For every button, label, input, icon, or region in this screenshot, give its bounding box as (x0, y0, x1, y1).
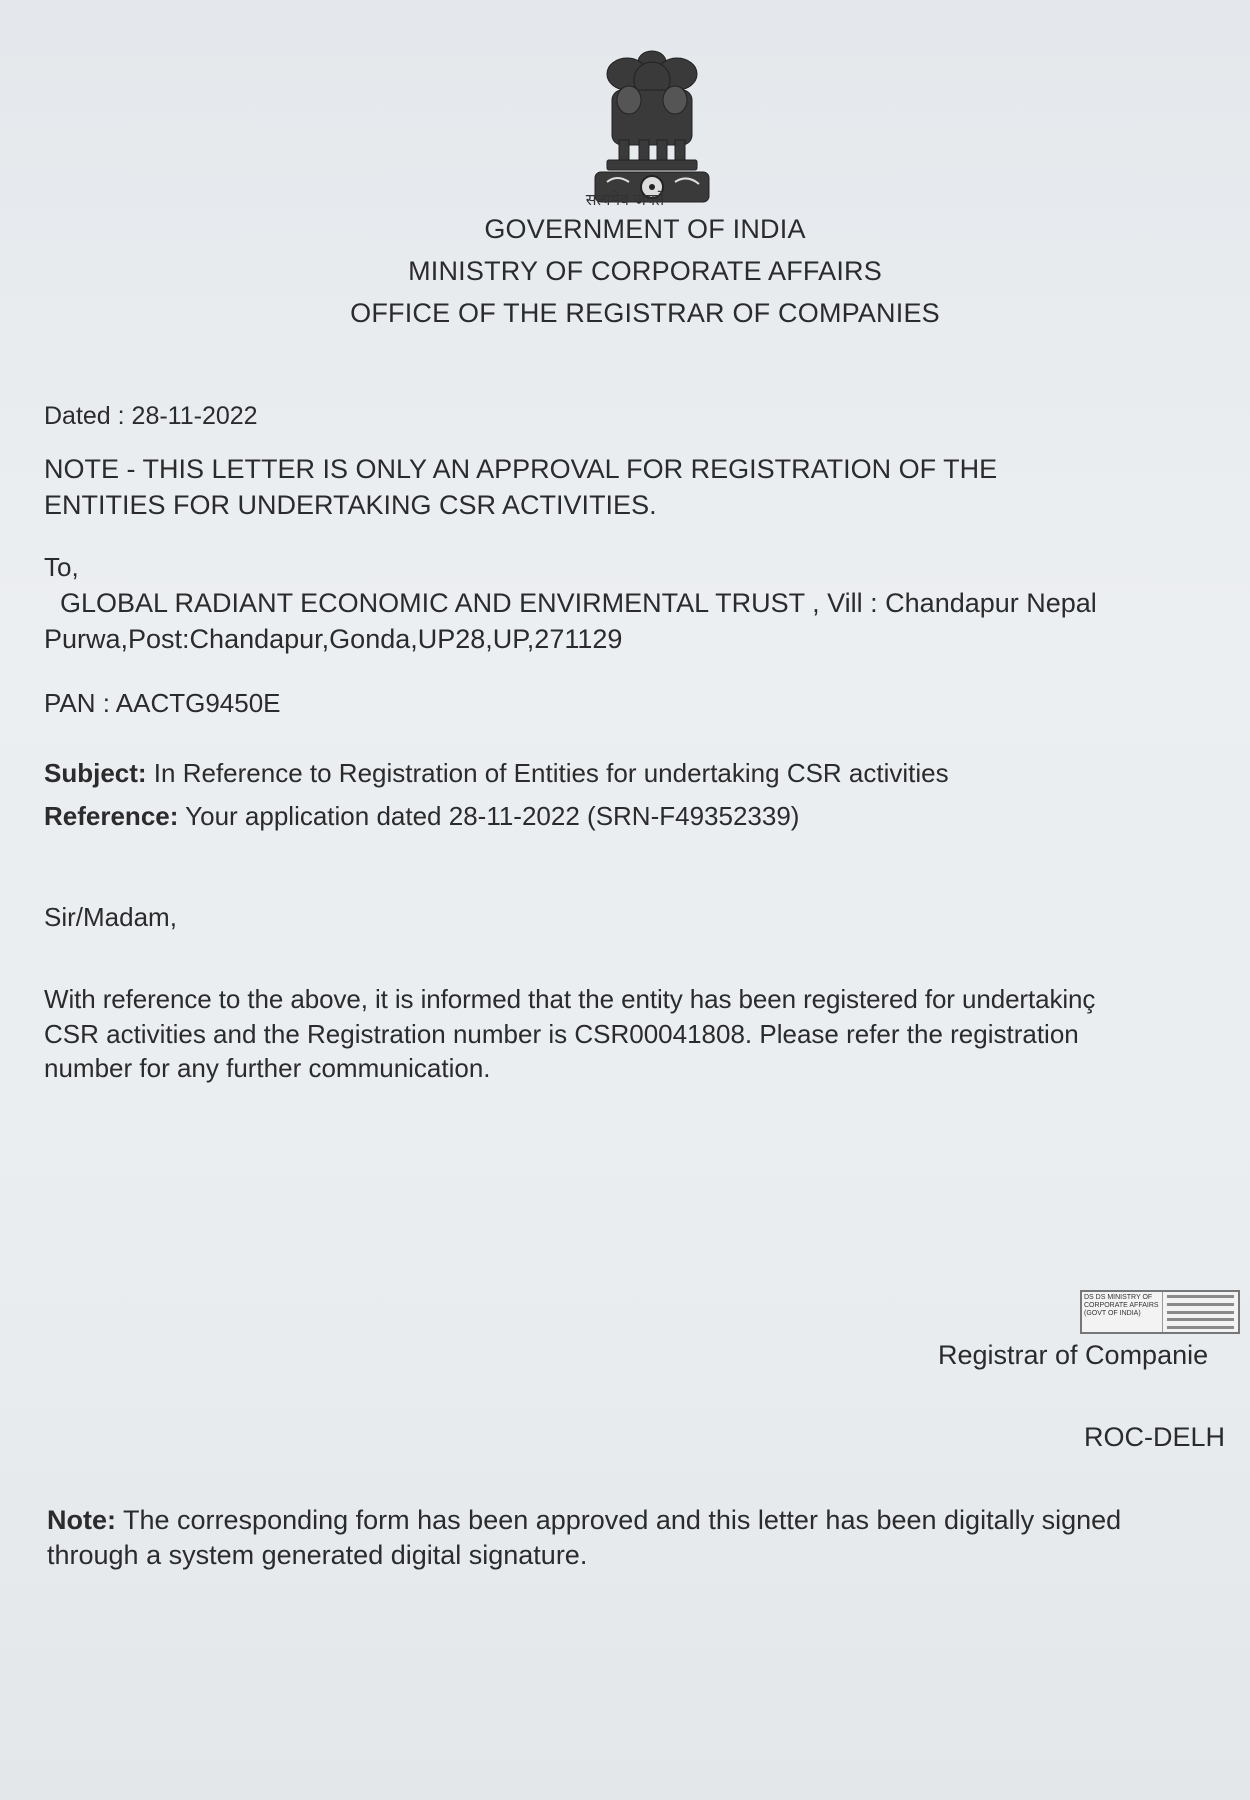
subject-text: In Reference to Registration of Entities for undertaking CSR activities (146, 758, 949, 788)
reference-text: Your application dated 28-11-2022 (SRN-F49352339) (178, 801, 800, 831)
subject-line (44, 758, 949, 789)
subject-label: Subject: (44, 758, 147, 788)
header-office: OFFICE OF THE REGISTRAR OF COMPANIES (350, 298, 940, 328)
signature-stamp-details (1163, 1292, 1238, 1332)
salutation: Sir/Madam, (44, 902, 177, 932)
footer-note-line2: through a system generated digital signature. (47, 1540, 588, 1570)
body-line1: With reference to the above, it is informed that the entity has been registered for undertakinç (44, 984, 1096, 1014)
approval-note-line1: NOTE - THIS LETTER IS ONLY AN APPROVAL FOR REGISTRATION OF THE (44, 454, 998, 484)
reference-line (44, 801, 799, 832)
approval-note-line2: ENTITIES FOR UNDERTAKING CSR ACTIVITIES. (44, 490, 657, 520)
addressee-line2: Purwa,Post:Chandapur,Gonda,UP28,UP,271129 (44, 624, 623, 654)
addressee-line1: GLOBAL RADIANT ECONOMIC AND ENVIRMENTAL TRUST , Vill : Chandapur Nepal (60, 588, 1097, 618)
footer-note-line1 (47, 1505, 1121, 1536)
emblem-motto: सत्यमेव जयते (585, 190, 665, 209)
signatory-title: Registrar of Companie (938, 1340, 1209, 1370)
letter-date: Dated : 28-11-2022 (44, 402, 258, 430)
signature-stamp-text: DS DS MINISTRY OF CORPORATE AFFAIRS (GOVT OF INDIA) (1082, 1292, 1163, 1332)
header-ministry: MINISTRY OF CORPORATE AFFAIRS (408, 256, 882, 286)
body-line3: number for any further communication. (44, 1053, 491, 1083)
reference-label: Reference: (44, 801, 179, 831)
footer-note-text: The corresponding form has been approved and this letter has been digitally signed (116, 1505, 1122, 1535)
signatory-office: ROC-DELH (1084, 1422, 1226, 1452)
digital-signature-stamp (1080, 1290, 1240, 1334)
footer-note-label: Note: (47, 1505, 116, 1535)
pan-number: PAN : AACTG9450E (44, 688, 281, 718)
to-label: To, (44, 552, 79, 582)
body-line2: CSR activities and the Registration number is CSR00041808. Please refer the registration (44, 1019, 1079, 1049)
header-government: GOVERNMENT OF INDIA (484, 214, 806, 244)
